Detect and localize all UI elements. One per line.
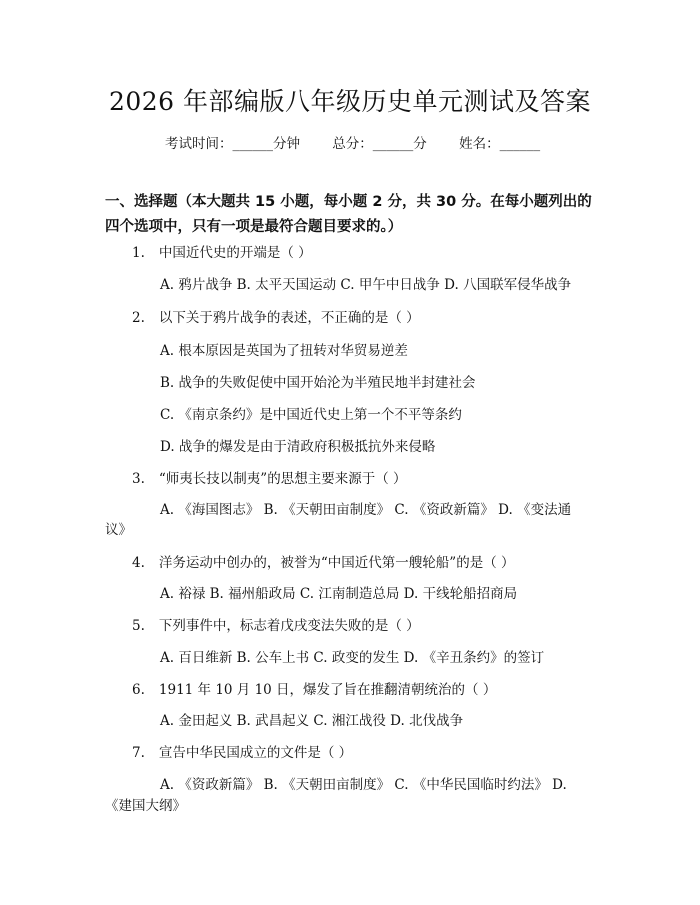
question-7-options-wrap: 《建国大纲》: [105, 798, 186, 814]
question-4-options: A. 裕禄 B. 福州船政局 C. 江南制造总局 D. 干线轮船招商局: [160, 586, 518, 602]
question-text: 下列事件中，标志着戊戌变法失败的是（ ）: [158, 618, 420, 634]
question-2-option-a: A. 根本原因是英国为了扭转对华贸易逆差: [160, 343, 408, 359]
question-text: 洋务运动中创办的，被誉为“中国近代第一艘轮船”的是（ ）: [158, 555, 515, 571]
question-number: 4.: [132, 555, 145, 571]
question-2: [132, 308, 420, 328]
question-text: 1911 年 10 月 10 日，爆发了旨在推翻清朝统治的（ ）: [158, 682, 497, 698]
question-text: 宣告中华民国成立的文件是（ ）: [158, 745, 353, 761]
question-2-option-b: B. 战争的失败促使中国开始沦为半殖民地半封建社会: [160, 375, 476, 391]
question-7-options: A. 《资政新篇》 B. 《天朝田亩制度》 C. 《中华民国临时约法》 D.: [160, 777, 567, 793]
question-number: 1.: [132, 245, 145, 261]
question-text: 以下关于鸦片战争的表述，不正确的是（ ）: [158, 310, 420, 326]
question-6-options: A. 金田起义 B. 武昌起义 C. 湘江战役 D. 北伐战争: [160, 713, 464, 729]
question-number: 6.: [132, 682, 145, 698]
exam-score: 总分：______分: [332, 136, 427, 152]
question-3-options-wrap: 议》: [105, 522, 132, 538]
exam-meta: [165, 132, 568, 152]
question-number: 5.: [132, 618, 145, 634]
question-3: [132, 469, 407, 489]
question-text: 中国近代史的开端是（ ）: [158, 245, 312, 261]
question-6: [132, 680, 496, 700]
question-number: 2.: [132, 310, 145, 326]
question-5: [132, 616, 420, 636]
question-text: “师夷长技以制夷”的思想主要来源于（ ）: [158, 471, 407, 487]
question-2-option-c: C. 《南京条约》是中国近代史上第一个不平等条约: [160, 407, 462, 423]
question-2-option-d: D. 战争的爆发是由于清政府积极抵抗外来侵略: [160, 439, 436, 455]
question-7: [132, 743, 352, 763]
exam-time: 考试时间：______分钟: [165, 136, 300, 152]
question-3-options: A. 《海国图志》 B. 《天朝田亩制度》 C. 《资政新篇》 D. 《变法通: [160, 502, 572, 518]
page-title: 2026 年部编版八年级历史单元测试及答案: [108, 87, 592, 116]
section-heading: 一、选择题（本大题共 15 小题，每小题 2 分，共 30 分。在每小题列出的四个选项中，只有一项是最符合题目要求的。）: [105, 194, 592, 235]
question-number: 7.: [132, 745, 145, 761]
question-4: [132, 553, 514, 573]
question-1: [132, 243, 312, 263]
exam-name: 姓名：______: [459, 136, 541, 152]
question-1-options: A. 鸦片战争 B. 太平天国运动 C. 甲午中日战争 D. 八国联军侵华战争: [160, 277, 572, 293]
question-5-options: A. 百日维新 B. 公车上书 C. 政变的发生 D. 《辛丑条约》的签订: [160, 650, 545, 666]
question-number: 3.: [132, 471, 145, 487]
